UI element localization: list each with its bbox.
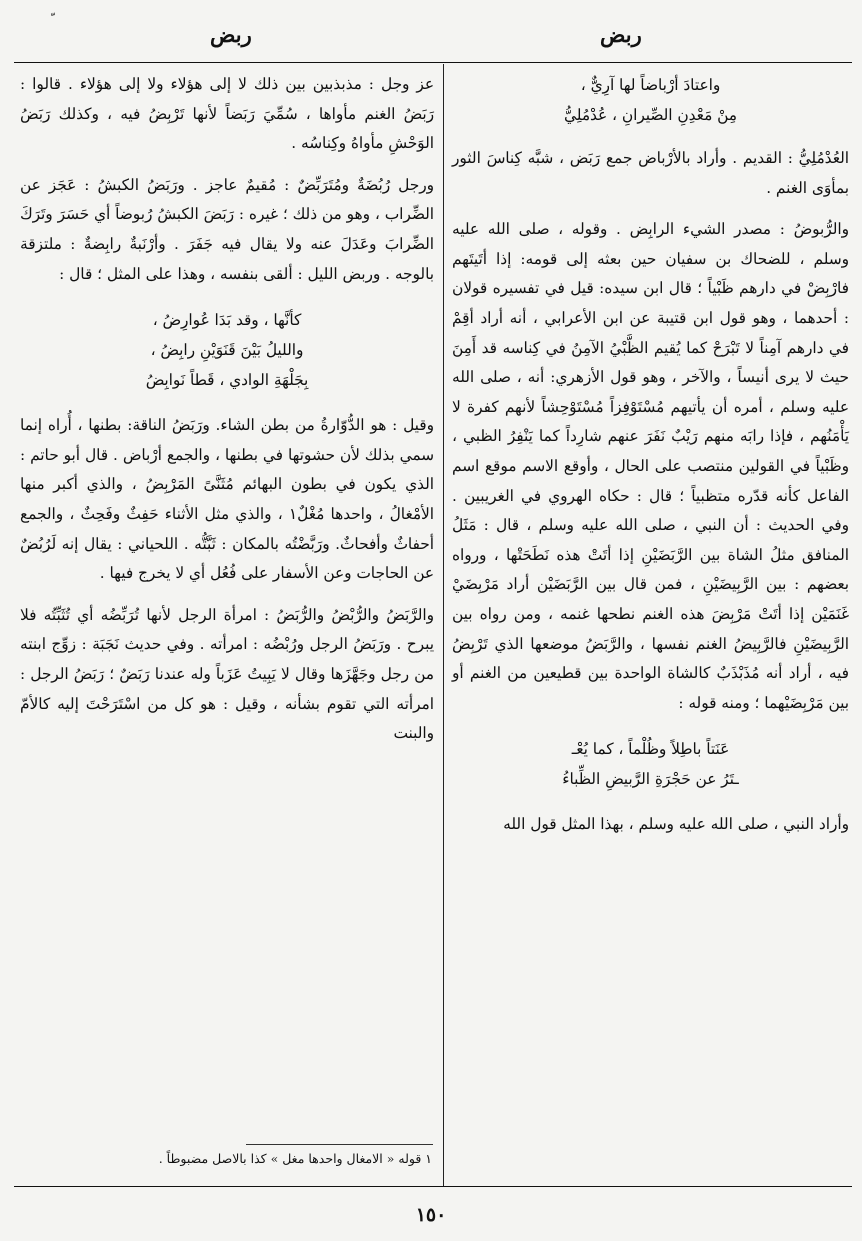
verse-line: والليلُ بَيْنَ قَنَوَيْنِ رابِضُ ، bbox=[150, 341, 304, 360]
verse-line: عَنَتاً باطِلاً وظُلْماً ، كما يُعْـ bbox=[571, 740, 730, 759]
bottom-rule bbox=[14, 1186, 852, 1187]
verse-line: بِجَلْهَةِ الوادي ، قَطاً نَوابِضُ bbox=[145, 371, 309, 390]
entry-paragraph: وأراد النبي ، صلى الله عليه وسلم ، بهذا المثل قول الله bbox=[503, 815, 849, 834]
entry-paragraph: وقيل : هو الدُّوّارةُ من بطن الشاء. ورَبَضُ الناقة: بطنها ، أُراه إنما سمي بذلك لأن حشوتها في بطنها ، والجمع أرْباض . قال أبو حاتم : الذي يكون في بطون البهائم مُثَنَّىً المَرْبِضُ ، والذي أكبر منها الأمْغالُ ، واحدها مُغْلٌ١ ، والذي مثل الأثناء حَفِثٌ وفَحِثٌ ، والجمع أحفاثٌ وأفحاثٌ. ورَبَّضْتُه بالمكان : ثَبَّتُّه . اللحياني : يقال إنه لَرُبُضٌ عن الحاجات وعن الأسفار على فُعُل أي لا يخرج فيها . bbox=[20, 416, 434, 583]
top-rule bbox=[14, 62, 852, 63]
paragraph-gap bbox=[452, 203, 849, 215]
entry-paragraph: العُدْمُلِيُّ : القديم . وأراد بالأرْباض جمع رَبَض ، شبَّه كِناسَ الثور بمأوَى الغنم . bbox=[452, 149, 849, 197]
right-column bbox=[452, 70, 849, 840]
verse-block bbox=[452, 70, 849, 130]
footnote-rule bbox=[246, 1144, 433, 1145]
header-right-title: ربض bbox=[600, 22, 642, 47]
verse-line: ـتَرُ عن حَجْرَةِ الرَّبيضِ الظِّباءُ bbox=[562, 770, 739, 789]
entry-paragraph: عز وجل : مذبذبين بين ذلك لا إلى هؤلاء ولا إلى هؤلاء . قالوا : رَبَضُ الغنم مأواها ، سُمِّيَ رَبَضاً لأنها تَرْبِضُ فيه ، وكذلك رَبَضُ الوَحْشِ مأواهُ وكِناسُه . bbox=[20, 75, 434, 153]
verse-line: واعتادَ أرْباضاً لها آرِيٌّ ، bbox=[580, 76, 721, 94]
left-column bbox=[20, 70, 434, 749]
footnote: ١ قوله « الامغال واحدها مغل » كذا بالاصل مضبوطاً . bbox=[158, 1151, 432, 1166]
verse-block bbox=[452, 734, 849, 794]
entry-paragraph: والرُّبوضُ : مصدر الشيء الرابِض . وقوله ، صلى الله عليه وسلم ، للضحاك بن سفيان حين بعثه إلى قومه: إذا أتَيتَهم فارْبِضْ في دارهم ظَبْياً ؛ قال ابن سيده: قيل في تفسيره قولان : أحدهما ، وهو قول ابن قتيبة عن ابن الأعرابي ، أنه أراد أقِمْ في دارهم آمِناً لا تَبْرَحْ كما يُقيم الظَّبْيُ الآمِنُ في كِناسه قد أَمِنَ حيث لا يرى أنيساً ، والآخر ، وهو قول الأزهري: أنه ، صلى الله عليه وسلم ، أمره أن يأتيهم مُسْتَوْفِزاً مُسْتَوْحِشاً لأنهم كفرة لا يَأْمَنُهم ، فإذا رابَه منهم رَيْبٌ نَفَرَ عنهم شارِداً كما يَنْفِرُ الظبي ، وظَبْياً في القولين منتصب على الحال ، وأوقع الاسم موقع اسم الفاعل كأنه قدّره متظبياً ؛ قال : حكاه الهروي في الغريبين . وفي الحديث : أن النبي ، صلى الله عليه وسلم ، قال : مَثَلُ المنافق مثلُ الشاة بين الرَّبَضَيْنِ إذا أتَتْ هذه نَطَحَتْها ، ورواه بعضهم : بين الرَّبِيضَيْنِ ، فمن قال بين الرَّبَضَيْن أراد مَرْبِضَيْ غَنَمَيْن إذا أتَتْ مَرْبِضَ هذه الغنم نطحها غنمه ، ومن رواه بين الرَّبِيضَيْنِ فالرَّبِيضُ الغنم نفسها ، والرَّبَضُ موضعها الذي تَرْبِضُ فيه ، أراد أنه مُذَبْذَبٌ كالشاة الواحدة بين قطيعين من الغنم أو بين مَرْبِضَيْهما ؛ ومنه قوله : bbox=[452, 220, 849, 712]
paragraph-gap bbox=[20, 159, 434, 171]
verse-line: مِنْ مَعْدِنِ الصِّيرانِ ، عُدْمُلِيُّ bbox=[564, 106, 737, 124]
verse-block bbox=[20, 305, 434, 395]
verse-line: كأنَّها ، وقد بَدَا عُوارِضُ ، bbox=[152, 311, 302, 330]
header-left-title: ربض bbox=[210, 22, 252, 47]
page-number: ١٥٠ bbox=[415, 1204, 447, 1226]
column-divider bbox=[443, 64, 444, 1186]
entry-paragraph: والرَّبَضُ والرُّبْضُ والرُّبَضُ : امرأة الرجل لأنها تُرَبِّضُه أي تُثَبِّتُه فلا يبرح . ورَبَضُ الرجل ورُبْضُه : امرأته . وفي حديث نَجَبَة : زوِّج ابنته من رجل وجَهَّزَها وقال لا يَبِيتُ عَزَباً وله عندنا رَبَضٌ ؛ رَبَضُ الرجل : امرأته التي تقوم بشأنه ، وقيل : هو كل من اسْتَرَحْتَ إليه كالأمّ والبنت bbox=[20, 605, 434, 743]
paragraph-gap bbox=[20, 589, 434, 601]
entry-paragraph: ورجل رُبُضَةٌ ومُتَرَبِّضٌ : مُقيمٌ عاجز . ورَبَضُ الكبشُ : عَجَز عن الضِّراب ، وهو من ذلك ؛ غيره : رَبَضَ الكبشُ رُبوضاً أي حَسَرَ وتَرَكَ الضِّرابَ وعَدَلَ عنه ولا يقال فيه جَفَرَ . وأرْنَبةٌ رابِضةٌ : ملتزقة بالوجه . وربض الليل : ألقى بنفسه ، وهذا على المثل ؛ قال : bbox=[20, 175, 434, 283]
